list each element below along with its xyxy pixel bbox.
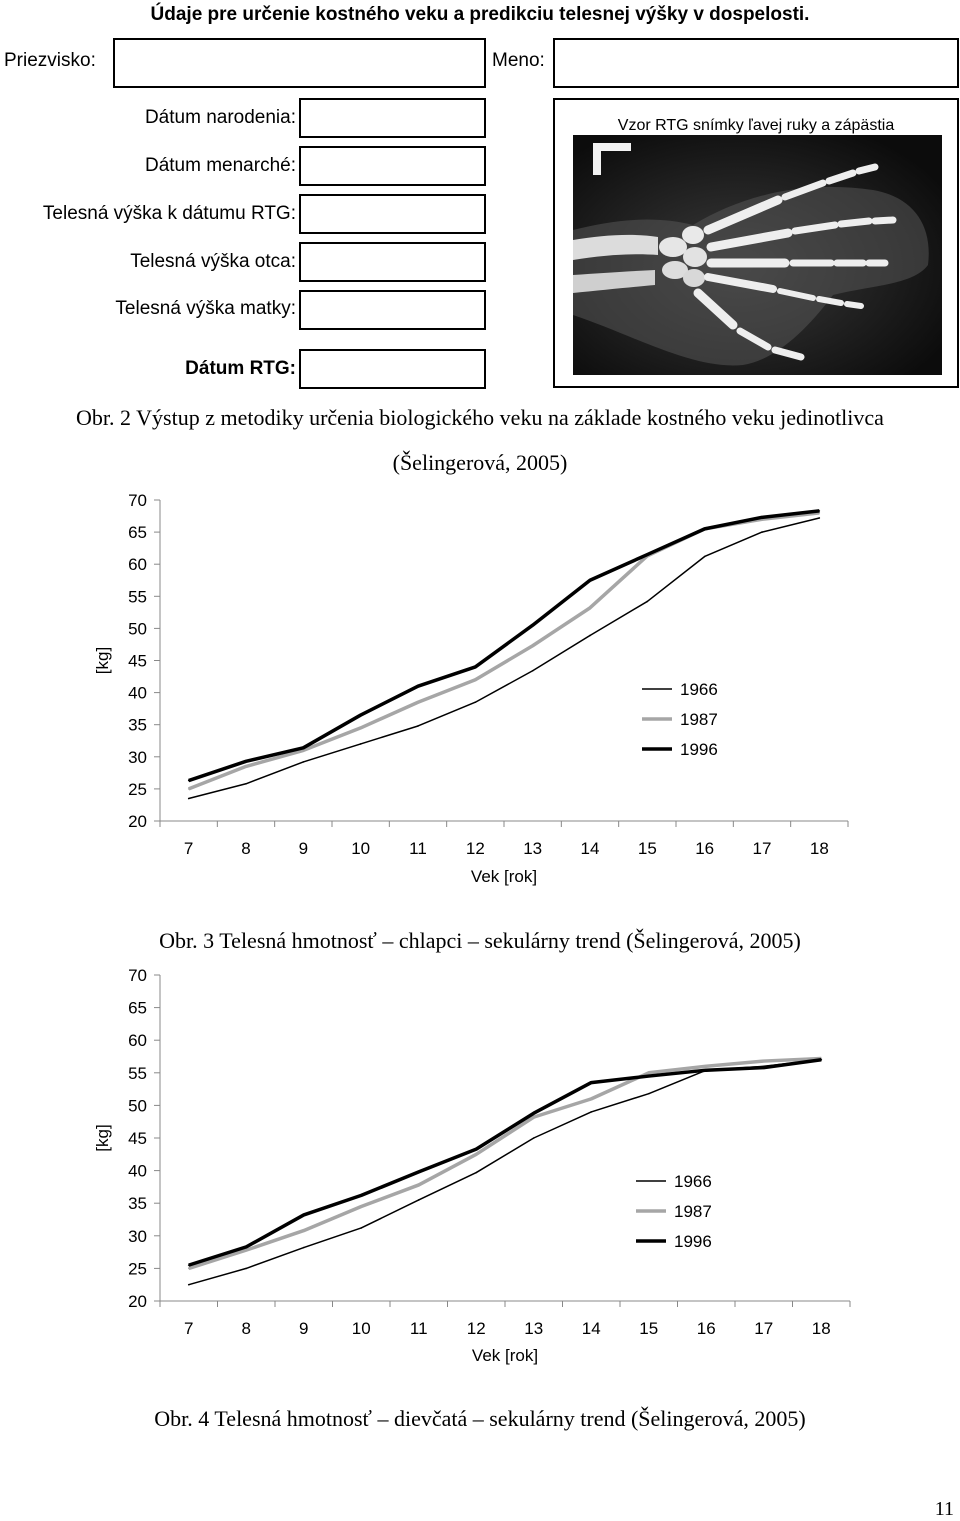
- x-tick-label: 18: [809, 839, 829, 858]
- data-point-1966: [303, 761, 305, 763]
- y-tick-label: 60: [128, 1031, 147, 1051]
- x-tick-label: 18: [811, 1319, 831, 1338]
- height-rtg-label: Telesná výška k dátumu RTG:: [42, 203, 296, 224]
- data-point-1996: [417, 685, 419, 687]
- data-point-1996: [303, 1214, 305, 1216]
- x-tick-label: 7: [183, 839, 194, 858]
- y-tick-label: 50: [128, 619, 147, 639]
- legend-label: 1996: [680, 740, 718, 759]
- data-point-1966: [418, 1199, 420, 1201]
- figure-4-caption: Obr. 4 Telesná hmotnosť – dievčatá – sekulárny trend (Šelingerová, 2005): [154, 1406, 806, 1431]
- data-point-1996: [704, 528, 706, 530]
- data-point-1996: [245, 1246, 247, 1248]
- xray-caption: Vzor RTG snímky ľavej ruky a zápästia: [617, 117, 895, 134]
- data-point-1996: [705, 1069, 707, 1071]
- y-axis-title: [kg]: [93, 646, 112, 675]
- y-tick-label: 45: [128, 651, 147, 671]
- x-tick-label: 11: [409, 839, 427, 858]
- y-tick-label: 60: [128, 555, 147, 575]
- y-tick-label: 30: [128, 1226, 147, 1246]
- y-tick-label: 25: [128, 1259, 147, 1279]
- birth-label: Dátum narodenia:: [144, 107, 296, 128]
- chart-boys-weight: [0, 478, 960, 898]
- x-tick-label: 16: [696, 1319, 716, 1338]
- data-point-1996: [820, 1059, 822, 1061]
- data-point-1966: [360, 1227, 362, 1229]
- data-point-1966: [761, 531, 763, 533]
- data-point-1987: [475, 679, 477, 681]
- data-point-1966: [303, 1247, 305, 1249]
- data-point-1987: [589, 607, 591, 609]
- x-tick-label: 14: [581, 1319, 601, 1338]
- data-point-1966: [532, 670, 534, 672]
- data-point-1987: [763, 1060, 765, 1062]
- hand-xray-illustration: [573, 135, 942, 375]
- data-point-1996: [245, 760, 247, 762]
- x-tick-label: 8: [241, 1319, 251, 1338]
- y-tick-label: 70: [128, 491, 147, 510]
- data-point-1966: [188, 1284, 190, 1286]
- x-tick-label: 14: [580, 839, 600, 858]
- rtg-date-label: Dátum RTG:: [185, 358, 296, 379]
- page-number: 11: [934, 1498, 954, 1520]
- mother-height-label: Telesná výška matky:: [115, 298, 296, 319]
- data-point-1987: [590, 1098, 592, 1100]
- surname-field[interactable]: [113, 38, 486, 88]
- data-point-1996: [761, 517, 763, 519]
- rtg-date-field[interactable]: [299, 349, 486, 389]
- x-tick-label: 13: [523, 839, 543, 858]
- data-point-1996: [188, 780, 190, 782]
- y-tick-label: 65: [128, 998, 147, 1018]
- data-point-1996: [360, 1195, 362, 1197]
- data-point-1987: [303, 750, 305, 752]
- data-point-1966: [704, 556, 706, 558]
- legend-label: 1996: [674, 1232, 712, 1251]
- y-tick-label: 40: [128, 683, 147, 703]
- x-tick-label: 8: [241, 839, 251, 858]
- x-tick-label: 7: [184, 1319, 194, 1338]
- data-point-1987: [418, 1184, 420, 1186]
- y-tick-label: 55: [128, 1063, 147, 1083]
- data-point-1966: [245, 783, 247, 785]
- data-point-1987: [475, 1154, 477, 1156]
- data-point-1966: [475, 1172, 477, 1174]
- figure-2-caption: Obr. 2 Výstup z metodiky určenia biologického veku na základe kostného veku jedinotlivca: [76, 405, 884, 430]
- data-point-1996: [533, 1112, 535, 1114]
- y-tick-label: 35: [128, 715, 147, 735]
- x-tick-label: 10: [351, 1319, 371, 1338]
- data-point-1996: [532, 624, 534, 626]
- data-point-1966: [648, 1093, 650, 1095]
- legend-label: 1987: [680, 710, 718, 729]
- data-point-1987: [303, 1230, 305, 1232]
- data-point-1996: [475, 1148, 477, 1150]
- y-tick-label: 30: [128, 747, 147, 767]
- data-point-1996: [763, 1067, 765, 1069]
- x-tick-label: 15: [639, 1319, 659, 1338]
- birth-date-field[interactable]: [299, 98, 486, 138]
- form-title: Údaje pre určenie kostného veku a predikciu telesnej výšky v dospelosti.: [150, 4, 810, 25]
- data-point-1987: [532, 645, 534, 647]
- data-point-1966: [475, 701, 477, 703]
- x-tick-label: 12: [465, 839, 485, 858]
- x-tick-label: 9: [298, 839, 309, 858]
- menarche-date-field[interactable]: [299, 146, 486, 186]
- height-rtg-field[interactable]: [299, 194, 486, 234]
- y-tick-label: 45: [128, 1129, 147, 1148]
- xray-panel: [553, 98, 959, 388]
- x-tick-label: 16: [695, 839, 715, 858]
- father-height-label: Telesná výška otca:: [130, 251, 296, 272]
- data-point-1966: [417, 725, 419, 727]
- chart-girls-weight: [0, 953, 960, 1373]
- data-point-1987: [188, 1268, 190, 1270]
- x-tick-label: 17: [754, 1319, 774, 1338]
- data-point-1996: [303, 747, 305, 749]
- data-point-1996: [418, 1171, 420, 1173]
- y-tick-label: 20: [128, 1292, 147, 1311]
- y-tick-label: 35: [128, 1194, 147, 1214]
- menarche-label: Dátum menarché:: [144, 155, 296, 176]
- data-point-1987: [245, 766, 247, 768]
- data-point-1996: [188, 1264, 190, 1266]
- mother-height-field[interactable]: [299, 290, 486, 330]
- figure-3-caption: Obr. 3 Telesná hmotnosť – chlapci – sekulárny trend (Šelingerová, 2005): [159, 928, 801, 953]
- x-axis-title: Vek [rok]: [471, 1346, 539, 1365]
- data-point-1966: [647, 601, 649, 603]
- y-tick-label: 70: [128, 966, 147, 985]
- x-tick-label: 10: [351, 839, 371, 858]
- legend-label: 1966: [674, 1172, 712, 1191]
- data-point-1996: [590, 1082, 592, 1084]
- legend-label: 1987: [674, 1202, 712, 1221]
- data-point-1966: [533, 1137, 535, 1139]
- y-tick-label: 65: [128, 523, 147, 543]
- x-tick-label: 12: [466, 1319, 486, 1338]
- data-point-1966: [188, 798, 190, 800]
- surname-label: Priezvisko:: [4, 50, 96, 71]
- name-field[interactable]: [553, 38, 959, 88]
- data-point-1987: [360, 727, 362, 729]
- data-point-1987: [245, 1249, 247, 1251]
- x-tick-label: 13: [524, 1319, 544, 1338]
- data-point-1987: [648, 1072, 650, 1074]
- y-axis-title: [kg]: [93, 1124, 112, 1152]
- data-point-1987: [705, 1065, 707, 1067]
- y-tick-label: 25: [128, 779, 147, 799]
- data-point-1987: [188, 788, 190, 790]
- data-point-1996: [647, 554, 649, 556]
- y-tick-label: 20: [128, 812, 147, 831]
- father-height-field[interactable]: [299, 242, 486, 282]
- figure-2-citation: (Šelingerová, 2005): [392, 450, 568, 475]
- y-tick-label: 50: [128, 1096, 147, 1116]
- data-point-1987: [417, 701, 419, 703]
- y-tick-label: 55: [128, 587, 147, 607]
- x-axis-title: Vek [rok]: [470, 867, 538, 886]
- x-tick-label: 9: [299, 1319, 309, 1338]
- data-point-1966: [819, 517, 821, 519]
- x-tick-label: 11: [409, 1319, 428, 1338]
- legend-label: 1966: [680, 680, 718, 699]
- x-tick-label: 15: [637, 839, 657, 858]
- data-point-1987: [533, 1116, 535, 1118]
- data-point-1966: [589, 635, 591, 637]
- data-point-1996: [589, 579, 591, 581]
- xray-image: [573, 135, 942, 375]
- data-point-1987: [360, 1206, 362, 1208]
- data-point-1966: [245, 1268, 247, 1270]
- data-point-1966: [360, 743, 362, 745]
- x-tick-label: 17: [752, 839, 772, 858]
- data-point-1996: [475, 666, 477, 668]
- data-point-1996: [648, 1075, 650, 1077]
- name-label: Meno:: [492, 50, 545, 71]
- data-point-1996: [360, 714, 362, 716]
- data-point-1996: [819, 510, 821, 512]
- data-point-1966: [590, 1111, 592, 1113]
- y-tick-label: 40: [128, 1161, 147, 1181]
